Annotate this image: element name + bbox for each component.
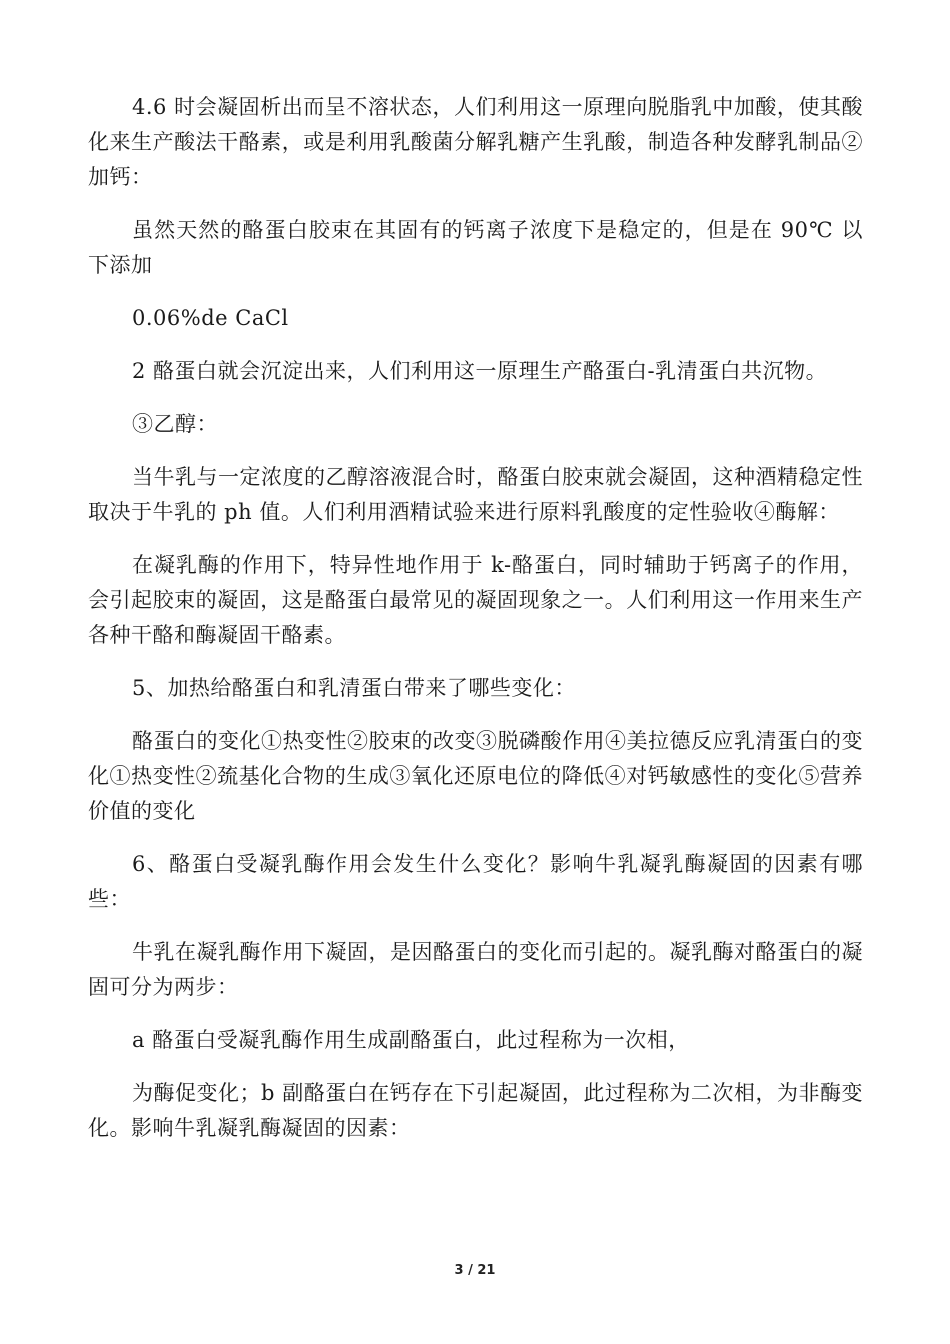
paragraph-ethanol-stability: 当牛乳与一定浓度的乙醇溶液混合时，酪蛋白胶束就会凝固，这种酒精稳定性取决于牛乳的 ph 值。人们利用酒精试验来进行原料乳酸度的定性验收④酶解： [88, 465, 863, 524]
paragraph-cacl-concentration: 0.06%de CaCl [132, 306, 289, 330]
paragraph-ethanol-heading: ③乙醇： [132, 412, 218, 436]
paragraph-casein-precipitation: 2 酪蛋白就会沉淀出来，人们利用这一原理生产酪蛋白-乳清蛋白共沉物。 [132, 359, 828, 383]
answer-heating-changes: 酪蛋白的变化①热变性②胶束的改变③脱磷酸作用④美拉德反应乳清蛋白的变化①热变性②巯基化合物的生成③氧化还原电位的降低④对钙敏感性的变化⑤营养价值的变化 [88, 729, 863, 823]
page-number: 3 / 21 [454, 1263, 496, 1278]
question-rennet-effects: 6、酪蛋白受凝乳酶作用会发生什么变化？影响牛乳凝乳酶凝固的因素有哪些： [88, 852, 863, 911]
answer-secondary-phase: 为酶促变化；b 副酪蛋白在钙存在下引起凝固，此过程称为二次相，为非酶变化。影响牛乳凝乳酶凝固的因素： [88, 1081, 863, 1140]
paragraph-calcium-addition: 虽然天然的酪蛋白胶束在其固有的钙离子浓度下是稳定的，但是在 90℃ 以下添加 [88, 218, 863, 277]
answer-primary-phase: a 酪蛋白受凝乳酶作用生成副酪蛋白，此过程称为一次相， [132, 1028, 690, 1052]
answer-rennet-two-steps: 牛乳在凝乳酶作用下凝固，是因酪蛋白的变化而引起的。凝乳酶对酪蛋白的凝固可分为两步： [88, 940, 863, 999]
document-body [88, 90, 863, 1164]
question-heating-changes: 5、加热给酪蛋白和乳清蛋白带来了哪些变化： [132, 676, 576, 700]
paragraph-acid-coagulation: 4.6 时会凝固析出而呈不溶状态，人们利用这一原理向脱脂乳中加酸，使其酸化来生产酸法干酪素，或是利用乳酸菌分解乳糖产生乳酸，制造各种发酵乳制品②加钙： [88, 95, 863, 189]
paragraph-rennet-coagulation: 在凝乳酶的作用下，特异性地作用于 k-酪蛋白，同时辅助于钙离子的作用，会引起胶束的凝固，这是酪蛋白最常见的凝固现象之一。人们利用这一作用来生产各种干酪和酶凝固干酪素。 [88, 553, 863, 647]
